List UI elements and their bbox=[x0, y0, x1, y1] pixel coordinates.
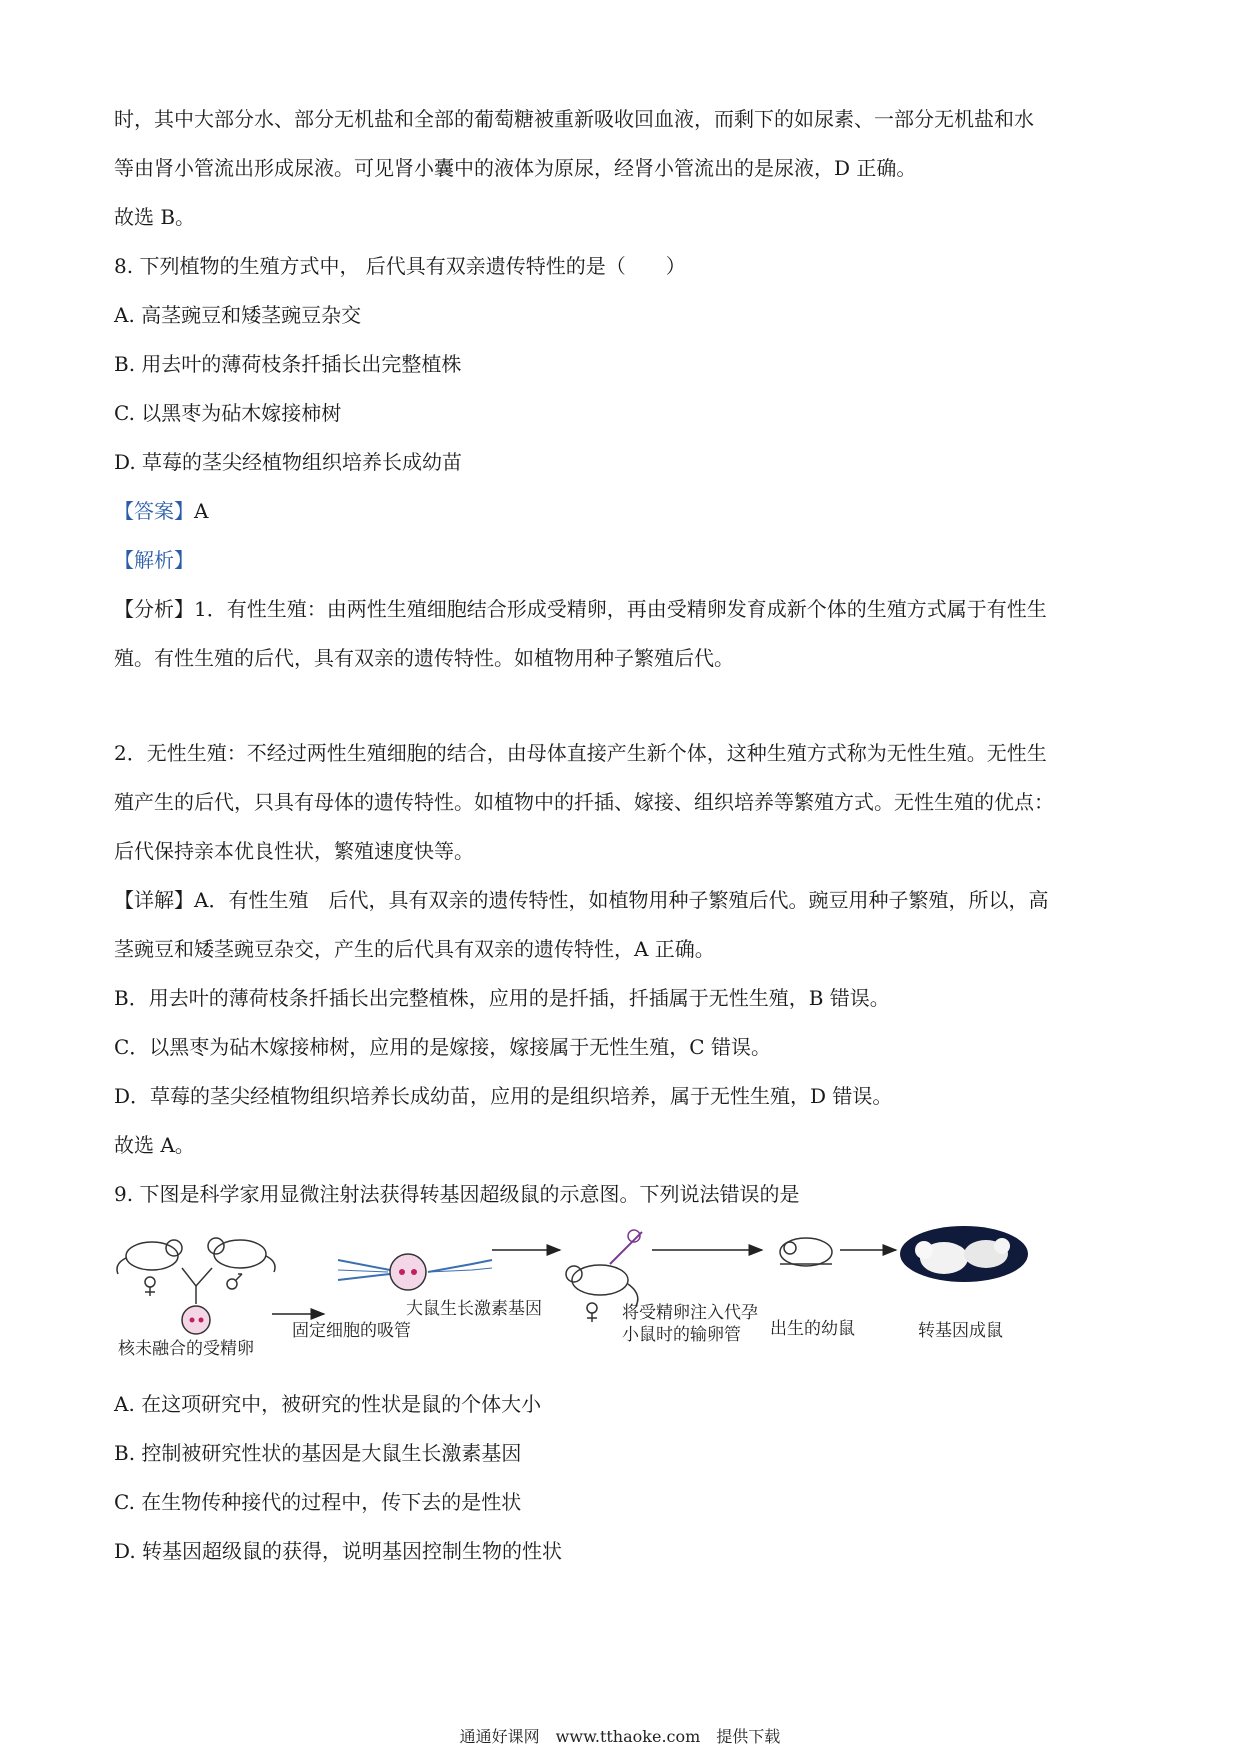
analysis-line: 【分析】1．有性生殖：由两性生殖细胞结合形成受精卵，再由受精卵发育成新个体的生殖方式属于有性生 bbox=[114, 597, 1047, 621]
q9-stem: 9. 下图是科学家用显微注射法获得转基因超级鼠的示意图。下列说法错误的是 bbox=[114, 1182, 800, 1206]
female-mouse-icon bbox=[117, 1240, 182, 1296]
q8-option-c: C. 以黑枣为砧木嫁接柿树 bbox=[114, 401, 342, 425]
q9-option-a: A. 在这项研究中，被研究的性状是鼠的个体大小 bbox=[114, 1392, 542, 1416]
analysis-line: C．以黑枣为砧木嫁接柿树，应用的是嫁接，嫁接属于无性生殖，C 错误。 bbox=[114, 1035, 771, 1059]
page-footer: 通通好课网 www.tthaoke.com 提供下载 bbox=[459, 1727, 781, 1746]
answer-value: A bbox=[194, 499, 209, 523]
q9-option-d: D. 转基因超级鼠的获得，说明基因控制生物的性状 bbox=[114, 1539, 563, 1563]
q8-option-d: D. 草莓的茎尖经植物组织培养长成幼苗 bbox=[114, 450, 463, 474]
analysis-line: 故选 A。 bbox=[114, 1133, 195, 1157]
transgenic-mouse-diagram bbox=[112, 1224, 1140, 1364]
label-inject-line2: 小鼠时的输卵管 bbox=[622, 1325, 741, 1345]
label-inject-line1: 将受精卵注入代孕 bbox=[622, 1303, 758, 1323]
text-line: 等由肾小管流出形成尿液。可见肾小囊中的液体为原尿，经肾小管流出的是尿液，D 正确。 bbox=[114, 156, 917, 180]
analysis-line: B．用去叶的薄荷枝条扦插长出完整植株，应用的是扦插，扦插属于无性生殖，B 错误。 bbox=[114, 986, 890, 1010]
q9-option-b: B. 控制被研究性状的基因是大鼠生长激素基因 bbox=[114, 1441, 522, 1465]
analysis-line: 2．无性生殖：不经过两性生殖细胞的结合，由母体直接产生新个体，这种生殖方式称为无性生殖。无性生 bbox=[114, 741, 1047, 765]
q9-option-c: C. 在生物传种接代的过程中，传下去的是性状 bbox=[114, 1490, 522, 1514]
newborn-mouse-icon bbox=[780, 1238, 832, 1266]
answer-tag: 【答案】 bbox=[114, 499, 194, 523]
text-line: 故选 B。 bbox=[114, 205, 196, 229]
analysis-line: 殖。有性生殖的后代，具有双亲的遗传特性。如植物用种子繁殖后代。 bbox=[114, 646, 734, 670]
q8-stem: 8. 下列植物的生殖方式中， 后代具有双亲遗传特性的是（ ） bbox=[114, 254, 686, 278]
fertilized-egg-icon bbox=[182, 1306, 210, 1334]
q8-option-a: A. 高茎豌豆和矮茎豌豆杂交 bbox=[114, 303, 362, 327]
label-fertilized-egg: 核未融合的受精卵 bbox=[118, 1339, 254, 1359]
label-adult: 转基因成鼠 bbox=[918, 1321, 1003, 1341]
q8-option-b: B. 用去叶的薄荷枝条扦插长出完整植株 bbox=[114, 352, 462, 376]
analysis-tag: 【解析】 bbox=[114, 548, 194, 572]
transgenic-mice-photo bbox=[900, 1226, 1028, 1282]
q8-answer bbox=[114, 496, 1134, 526]
analysis-line: 茎豌豆和矮茎豌豆杂交，产生的后代具有双亲的遗传特性，A 正确。 bbox=[114, 937, 715, 961]
analysis-line: 殖产生的后代，只具有母体的遗传特性。如植物中的扦插、嫁接、组织培养等繁殖方式。无性生殖的优点： bbox=[114, 790, 1054, 814]
text-line: 时，其中大部分水、部分无机盐和全部的葡萄糖被重新吸收回血液，而剩下的如尿素、一部分无机盐和水 bbox=[114, 107, 1034, 131]
label-gene: 大鼠生长激素基因 bbox=[406, 1299, 542, 1319]
analysis-line: 后代保持亲本优良性状，繁殖速度快等。 bbox=[114, 839, 474, 863]
analysis-line: 【详解】A．有性生殖 后代，具有双亲的遗传特性，如植物用种子繁殖后代。豌豆用种子繁殖，所以，高 bbox=[114, 888, 1049, 912]
label-pipette: 固定细胞的吸管 bbox=[292, 1321, 411, 1341]
micro-injection-icon bbox=[338, 1254, 492, 1290]
analysis-line: D．草莓的茎尖经植物组织培养长成幼苗，应用的是组织培养，属于无性生殖，D 错误。 bbox=[114, 1084, 893, 1108]
male-mouse-icon bbox=[208, 1238, 275, 1289]
label-newborn: 出生的幼鼠 bbox=[770, 1319, 855, 1339]
